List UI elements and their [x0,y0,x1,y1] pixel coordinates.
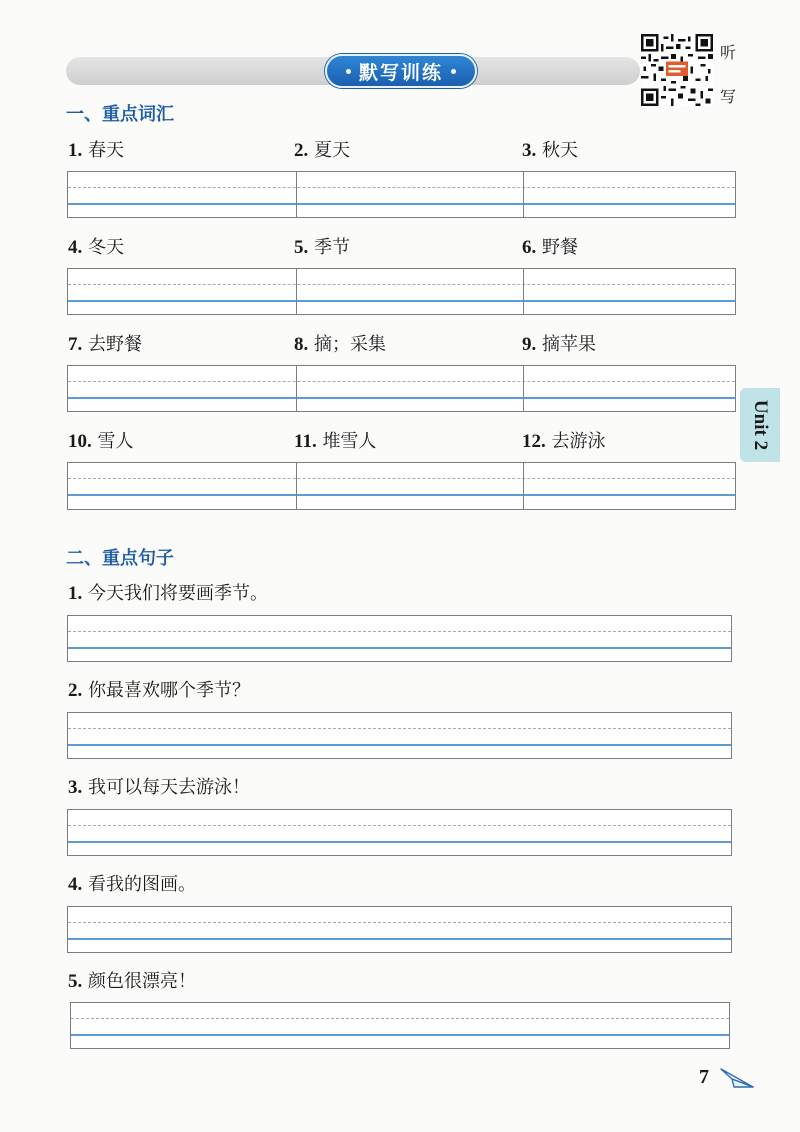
qr-code-icon[interactable] [641,34,713,106]
item-number: 1. [68,140,83,161]
item-text: 看我的图画。 [87,874,196,895]
item-number: 2. [294,140,309,161]
item-text: 摘苹果 [541,334,596,355]
item-number: 7. [68,334,83,355]
qr-label-write: 写 [720,87,737,106]
item-number: 2. [68,680,83,701]
item-number: 8. [294,334,309,355]
item-number: 6. [522,237,537,258]
unit-tab-label: Unit 2 [750,399,771,451]
item-text: 摘；采集 [313,334,386,355]
vocab-item [68,427,133,453]
item-number: 11. [294,431,317,452]
sentence-item [68,870,196,896]
unit-side-tab[interactable] [740,388,780,462]
vocab-writing-row[interactable] [67,462,736,510]
item-text: 野餐 [541,237,578,258]
vocab-item [294,233,350,259]
vocab-writing-row[interactable] [67,365,736,412]
item-number: 10. [68,431,92,452]
item-text: 堆雪人 [322,431,377,452]
vocab-item [522,233,578,259]
vocab-item [68,233,124,259]
item-number: 12. [522,431,546,452]
vocab-writing-row[interactable] [67,268,736,315]
item-number: 3. [68,777,83,798]
sentence-item [68,579,268,605]
item-text: 去游泳 [551,431,606,452]
item-number: 4. [68,874,83,895]
page-number: 7 [699,1066,709,1088]
sentence-writing-line[interactable] [67,615,732,662]
item-text: 雪人 [97,431,134,452]
item-text: 冬天 [87,237,124,258]
vocab-item [68,330,142,356]
item-text: 季节 [313,237,350,258]
item-text: 今天我们将要画季节。 [87,583,268,604]
item-number: 4. [68,237,83,258]
sentence-writing-line[interactable] [70,1002,730,1049]
item-number: 5. [68,971,83,992]
sentence-item [68,773,250,799]
sentence-writing-line[interactable] [67,906,732,953]
item-text: 颜色很漂亮！ [87,971,196,992]
page-title [325,54,477,88]
item-text: 夏天 [313,140,350,161]
vocab-item [294,136,350,162]
vocab-item [294,330,386,356]
sentence-item [68,967,196,993]
sentence-writing-line[interactable] [67,809,732,856]
sentence-writing-line[interactable] [67,712,732,759]
vocab-item [522,136,578,162]
sentence-item [68,676,250,702]
item-number: 9. [522,334,537,355]
item-number: 3. [522,140,537,161]
item-text: 秋天 [541,140,578,161]
item-text: 去野餐 [87,334,142,355]
vocab-writing-row[interactable] [67,171,736,218]
section-heading-sentences: 二、重点句子 [66,548,174,569]
item-text: 你最喜欢哪个季节？ [87,680,250,701]
vocab-item [522,427,605,453]
vocab-item [294,427,376,453]
bullet-dot-icon [346,69,351,74]
vocab-item [522,330,596,356]
vocab-item [68,136,124,162]
bullet-dot-icon [451,69,456,74]
item-text: 我可以每天去游泳！ [87,777,250,798]
item-number: 5. [294,237,309,258]
page-title-text: 默写训练 [358,61,443,84]
qr-label-listen: 听 [720,43,737,62]
section-heading-vocabulary: 一、重点词汇 [66,104,174,125]
item-text: 春天 [87,140,124,161]
paper-plane-icon [720,1065,754,1089]
item-number: 1. [68,583,83,604]
